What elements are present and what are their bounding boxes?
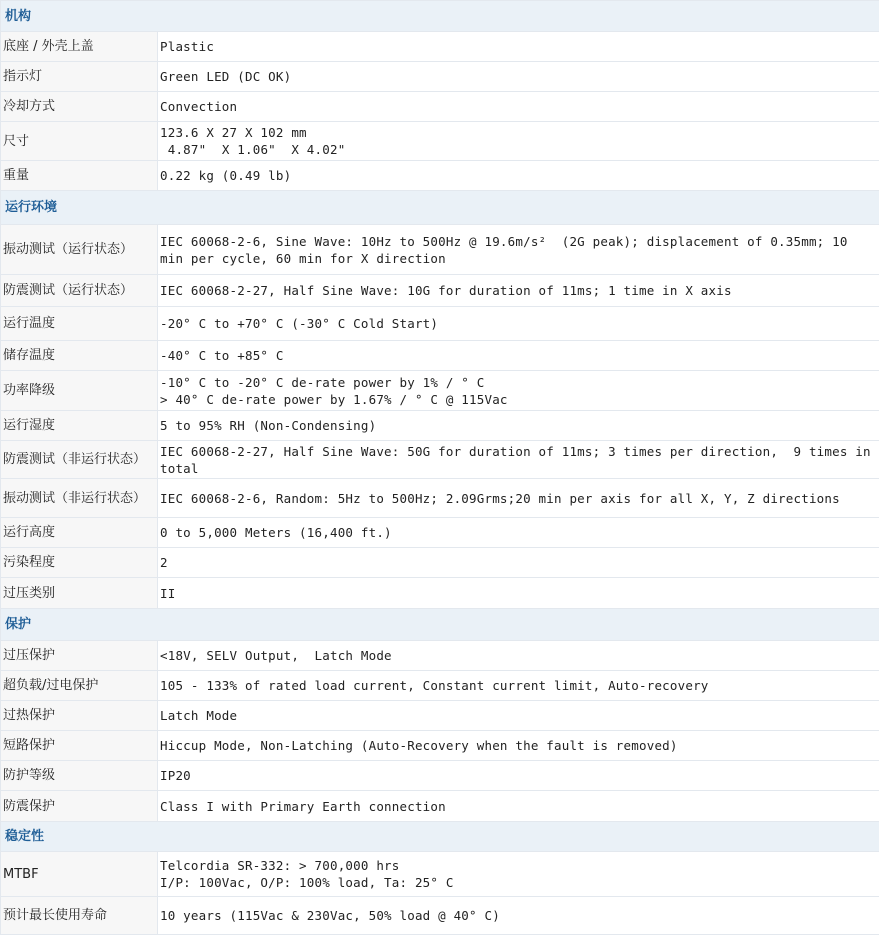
spec-value — [158, 518, 879, 548]
spec-value — [158, 701, 879, 731]
table-row — [1, 791, 879, 822]
section-header-environment — [1, 191, 879, 225]
spec-value-line: IEC 60068-2-6, Sine Wave: 10Hz to 500Hz @ 19.6m/s² (2G peak); displacement of 0.35mm; 10 min per cycle, 60 min for X direction — [160, 233, 856, 266]
spec-value-line: Class I with Primary Earth connection — [160, 798, 446, 814]
spec-value-line: IEC 60068-2-6, Random: 5Hz to 500Hz; 2.09Grms;20 min per axis for all X, Y, Z directions — [160, 490, 840, 506]
spec-value-line: Telcordia SR-332: > 700,000 hrs — [160, 858, 400, 873]
table-row — [1, 371, 879, 411]
table-row — [1, 701, 879, 731]
table-row — [1, 92, 879, 122]
spec-value-line: IEC 60068-2-27, Half Sine Wave: 10G for duration of 11ms; 1 time in X axis — [160, 283, 732, 298]
spec-value — [158, 62, 879, 92]
table-row — [1, 578, 879, 609]
spec-value-line: I/P: 100Vac, O/P: 100% load, Ta: 25° C — [160, 875, 454, 890]
table-row — [1, 411, 879, 441]
spec-value — [158, 578, 879, 609]
spec-value-line: 0 to 5,000 Meters (16,400 ft.) — [160, 525, 392, 540]
spec-value-line: 4.87" X 1.06" X 4.02" — [160, 142, 346, 157]
spec-table-body — [1, 1, 879, 935]
table-row — [1, 479, 879, 518]
spec-label: 过热保护 — [1, 701, 158, 731]
spec-value-line: 0.22 kg (0.49 lb) — [160, 168, 292, 183]
spec-label: 指示灯 — [1, 62, 158, 92]
spec-value-line: 105 - 133% of rated load current, Constant current limit, Auto-recovery — [160, 678, 709, 693]
spec-value — [158, 897, 879, 935]
spec-label: 运行温度 — [1, 307, 158, 341]
spec-value — [158, 641, 879, 671]
table-row — [1, 62, 879, 92]
spec-label: 功率降级 — [1, 371, 158, 411]
section-header-reliability — [1, 822, 879, 852]
spec-value — [158, 479, 879, 518]
table-row — [1, 897, 879, 935]
spec-value-line: > 40° C de-rate power by 1.67% / ° C @ 115Vac — [160, 391, 508, 407]
spec-value — [158, 371, 879, 411]
spec-value-line: 5 to 95% RH (Non-Condensing) — [160, 418, 377, 433]
table-row — [1, 641, 879, 671]
spec-label: 防震保护 — [1, 791, 158, 822]
table-row — [1, 731, 879, 761]
spec-value-line: 10 years (115Vac & 230Vac, 50% load @ 40° C) — [160, 908, 500, 923]
spec-value-line: Convection — [160, 99, 238, 114]
section-header-mechanical — [1, 1, 879, 32]
spec-label: 防震测试（非运行状态） — [1, 441, 158, 479]
spec-label: 防护等级 — [1, 761, 158, 791]
table-row — [1, 518, 879, 548]
table-row — [1, 852, 879, 897]
spec-value — [158, 225, 879, 275]
spec-label: 运行湿度 — [1, 411, 158, 441]
spec-value — [158, 307, 879, 341]
spec-value — [158, 761, 879, 791]
spec-value-line: -20° C to +70° C (-30° C Cold Start) — [160, 316, 439, 331]
section-title: 稳定性 — [1, 822, 879, 852]
spec-value — [158, 852, 879, 897]
spec-label: 预计最长使用寿命 — [1, 897, 158, 935]
table-row — [1, 122, 879, 161]
table-row — [1, 225, 879, 275]
section-title: 保护 — [1, 609, 879, 641]
spec-value — [158, 122, 879, 161]
spec-value — [158, 92, 879, 122]
spec-label: 尺寸 — [1, 122, 158, 161]
spec-label: 过压类别 — [1, 578, 158, 609]
section-header-protection — [1, 609, 879, 641]
spec-label: 底座 / 外壳上盖 — [1, 32, 158, 62]
spec-label: 重量 — [1, 161, 158, 191]
spec-value-line: -10° C to -20° C de-rate power by 1% / ° C — [160, 374, 485, 390]
table-row — [1, 307, 879, 341]
spec-label: MTBF — [1, 852, 158, 897]
spec-label: 振动测试（运行状态） — [1, 225, 158, 275]
spec-value-line: 123.6 X 27 X 102 mm — [160, 125, 307, 140]
spec-label: 振动测试（非运行状态） — [1, 479, 158, 518]
spec-label: 污染程度 — [1, 548, 158, 578]
table-row — [1, 275, 879, 307]
spec-value-line: II — [160, 585, 176, 601]
table-row — [1, 441, 879, 479]
spec-value — [158, 341, 879, 371]
spec-value-line: <18V, SELV Output, Latch Mode — [160, 648, 392, 663]
spec-value — [158, 671, 879, 701]
spec-value-line: Green LED (DC OK) — [160, 69, 292, 84]
spec-label: 过压保护 — [1, 641, 158, 671]
table-row — [1, 761, 879, 791]
spec-label: 超负载/过电保护 — [1, 671, 158, 701]
spec-value-line: 2 — [160, 555, 168, 570]
spec-value — [158, 548, 879, 578]
spec-label: 防震测试（运行状态） — [1, 275, 158, 307]
table-row — [1, 32, 879, 62]
spec-label: 冷却方式 — [1, 92, 158, 122]
table-row — [1, 548, 879, 578]
spec-value — [158, 441, 879, 479]
spec-value — [158, 731, 879, 761]
table-row — [1, 671, 879, 701]
spec-value — [158, 411, 879, 441]
table-row — [1, 341, 879, 371]
spec-value — [158, 791, 879, 822]
spec-value — [158, 32, 879, 62]
spec-value-line: Plastic — [160, 39, 215, 54]
spec-value-line: Latch Mode — [160, 708, 238, 723]
spec-value — [158, 161, 879, 191]
spec-value — [158, 275, 879, 307]
spec-label: 短路保护 — [1, 731, 158, 761]
spec-value-line: IP20 — [160, 768, 191, 783]
spec-label: 运行高度 — [1, 518, 158, 548]
table-row — [1, 161, 879, 191]
spec-label: 储存温度 — [1, 341, 158, 371]
section-title: 机构 — [1, 1, 879, 32]
spec-value-line: IEC 60068-2-27, Half Sine Wave: 50G for duration of 11ms; 3 times per direction, 9 times in total — [160, 443, 879, 476]
spec-value-line: Hiccup Mode, Non-Latching (Auto-Recovery when the fault is removed) — [160, 738, 678, 753]
section-title: 运行环境 — [1, 191, 879, 225]
spec-value-line: -40° C to +85° C — [160, 348, 284, 363]
